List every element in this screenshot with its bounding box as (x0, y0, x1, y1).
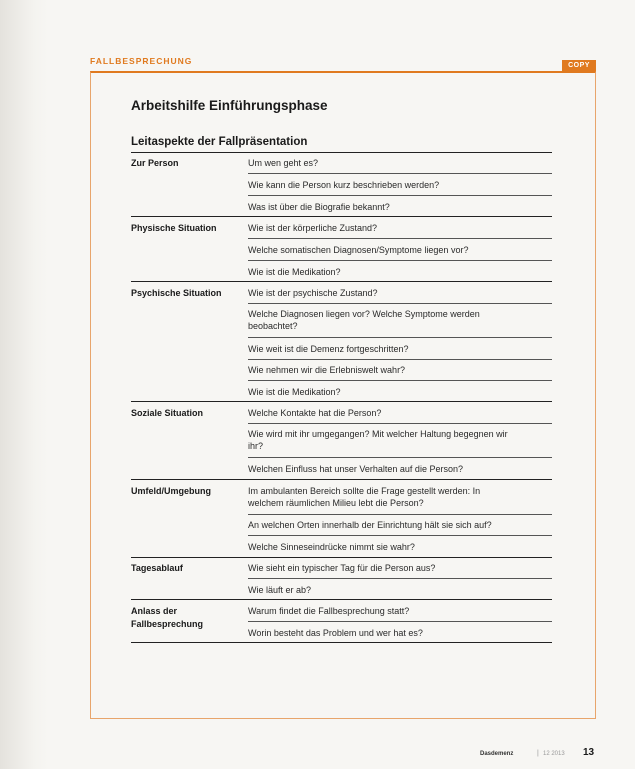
category-label: Tagesablauf (131, 563, 183, 573)
section-divider (131, 557, 552, 558)
copy-badge: COPY (562, 60, 596, 72)
question: Wie ist der körperliche Zustand? (248, 223, 378, 233)
table-heading: Leitaspekte der Fallpräsentation (131, 136, 308, 148)
row-divider (248, 359, 552, 360)
page-title: Arbeitshilfe Einführungsphase (131, 98, 328, 113)
question: Wie weit ist die Demenz fortgeschritten? (248, 344, 409, 354)
category-label: Zur Person (131, 158, 179, 168)
row-divider (248, 173, 552, 174)
question: Wie sieht ein typischer Tag für die Person aus? (248, 563, 436, 573)
row-divider (248, 457, 552, 458)
row-divider (248, 578, 552, 579)
category-label: Umfeld/Umgebung (131, 486, 211, 496)
row-divider (248, 238, 552, 239)
row-divider (248, 303, 552, 304)
row-divider (248, 195, 552, 196)
row-divider (248, 535, 552, 536)
question: Im ambulanten Bereich sollte die Frage gestellt werden: In welchem räumlichen Milieu lebt die Person? (248, 486, 481, 508)
row-divider (248, 260, 552, 261)
question: Wie kann die Person kurz beschrieben werden? (248, 180, 440, 190)
question: Wie ist die Medikation? (248, 267, 341, 277)
page-edge-shadow (0, 0, 48, 769)
question: Um wen geht es? (248, 158, 319, 168)
question: An welchen Orten innerhalb der Einrichtung hält sie sich auf? (248, 520, 492, 530)
section-divider (131, 599, 552, 600)
question: Wie ist die Medikation? (248, 387, 341, 397)
question: Welche Diagnosen liegen vor? Welche Symptome werden beobachtet? (248, 309, 480, 331)
footer-brand: Dasdemenz (480, 751, 514, 757)
question: Welchen Einfluss hat unser Verhalten auf die Person? (248, 464, 463, 474)
question: Wie wird mit ihr umgegangen? Mit welcher Haltung begegnen wir ihr? (248, 429, 508, 451)
heading-rule (131, 152, 552, 153)
question: Welche somatischen Diagnosen/Symptome liegen vor? (248, 245, 469, 255)
question: Wie nehmen wir die Erlebniswelt wahr? (248, 365, 406, 375)
category-label: Anlass der Fallbesprechung (131, 606, 204, 629)
row-divider (248, 380, 552, 381)
row-divider (248, 514, 552, 515)
page-number: 13 (583, 747, 595, 758)
category-label: Physische Situation (131, 223, 217, 233)
section-label: FALLBESPRECHUNG (90, 56, 193, 66)
section-divider (131, 642, 552, 643)
row-divider (248, 337, 552, 338)
category-label: Soziale Situation (131, 408, 204, 418)
question: Welche Sinneseindrücke nimmt sie wahr? (248, 542, 415, 552)
footer-issue: 12 2013 (543, 751, 565, 757)
question: Welche Kontakte hat die Person? (248, 408, 382, 418)
row-divider (248, 621, 552, 622)
question: Was ist über die Biografie bekannt? (248, 202, 390, 212)
section-divider (131, 281, 552, 282)
row-divider (248, 423, 552, 424)
category-label: Psychische Situation (131, 288, 222, 298)
question: Worin besteht das Problem und wer hat es? (248, 628, 423, 638)
question: Warum findet die Fallbesprechung statt? (248, 606, 410, 616)
question: Wie läuft er ab? (248, 585, 312, 595)
section-divider (131, 401, 552, 402)
question: Wie ist der psychische Zustand? (248, 288, 378, 298)
section-divider (131, 216, 552, 217)
section-divider (131, 479, 552, 480)
footer-separator: | (537, 750, 539, 757)
